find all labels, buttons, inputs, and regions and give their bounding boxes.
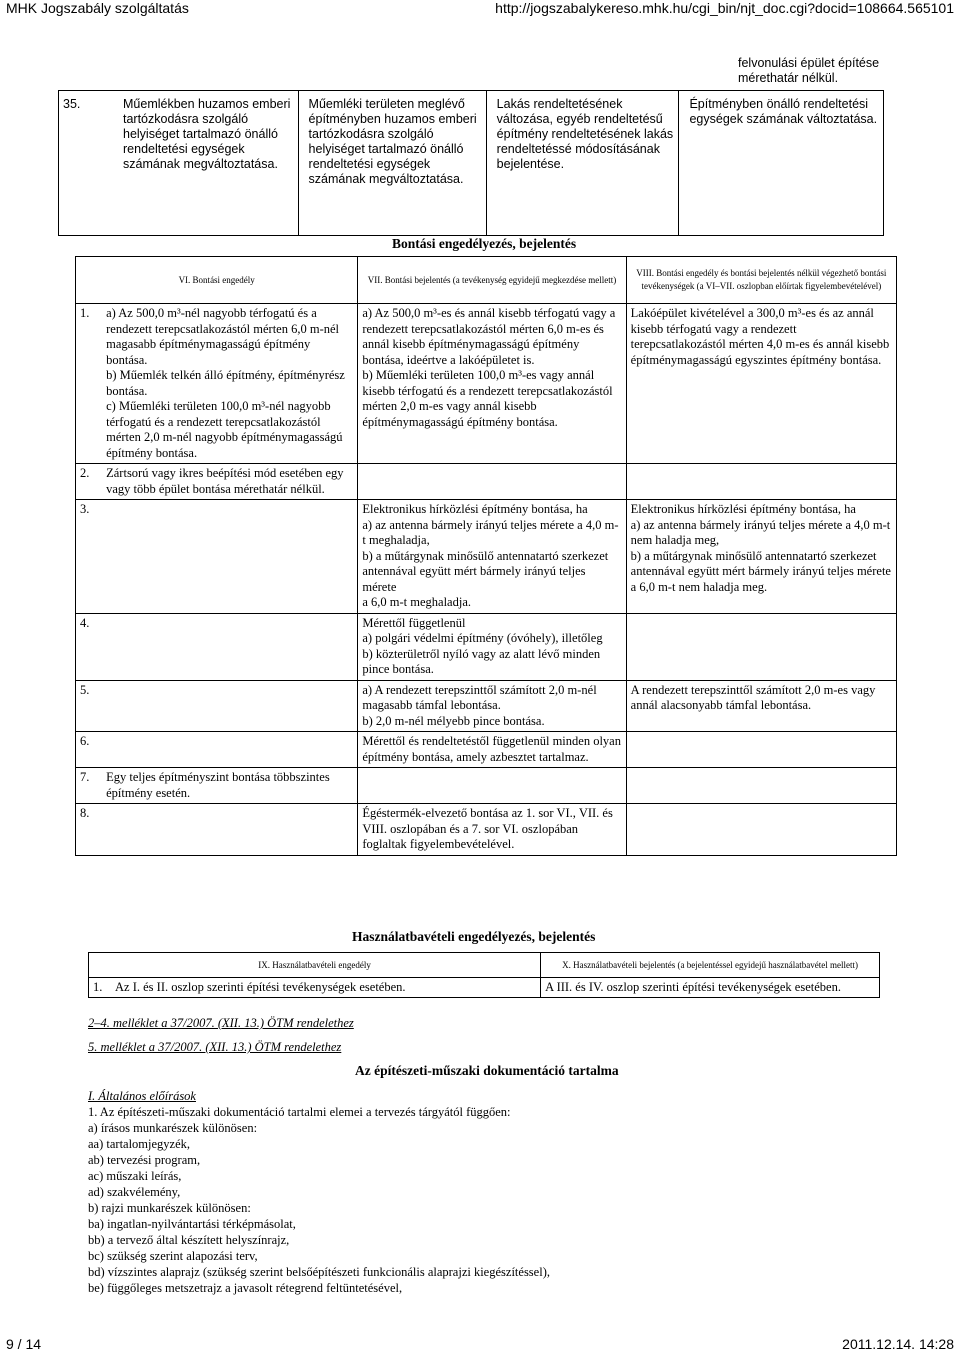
annex-link[interactable]: 2–4. melléklet a 37/2007. (XII. 13.) ÖTM rendelethez (88, 1016, 354, 1030)
table-cell (102, 500, 358, 614)
cell-paragraph: c) Műemléki területen 100,0 m³-nél nagyobb térfogatú és a rendezett terepcsatlakozástól mérten 2,0 m-nél nagyobb építménymagasságú építmény bontása. (106, 399, 343, 460)
row-number: 5. (76, 680, 103, 732)
body-line: bd) vízszintes alaprajz (szükség szerint belsőépítészeti funkcionális alaprajzi kiegészítéssel), (88, 1265, 550, 1279)
table-cell (358, 613, 626, 680)
row-number: 3. (76, 500, 103, 614)
row-number: 2. (76, 464, 103, 500)
table-cell: Építményben önálló rendeltetési egységek számának változtatása. (679, 91, 884, 236)
table-cell: Lakás rendeltetésének változása, egyéb rendeltetésű építmény rendeltetésének lakás rendeltetéssé módosításának bejelentése. (486, 91, 679, 236)
row-number: 1. (89, 978, 112, 998)
table-row (76, 680, 897, 732)
table-cell: Műemléki területen meglévő építményben huzamos emberi tartózkodásra szolgáló helyiséget tartalmazó önálló rendeltetési egységek számának megváltoztatása. (298, 91, 486, 236)
table-row (76, 613, 897, 680)
table-cell (626, 304, 896, 464)
table-row (76, 304, 897, 464)
overflow-text: felvonulási épület építése mérethatár nélkül. (738, 56, 880, 85)
cell-paragraph: b) Műemlék telkén álló építmény, építményrész bontása. (106, 368, 345, 398)
table-cell (358, 732, 626, 768)
cell-paragraph: Égéstermék-elvezető bontása az 1. sor VI., VII. és VIII. oszlopában és a 7. sor VI. oszlopában foglaltak figyelembevételével. (362, 806, 613, 851)
cell-paragraph: a) A rendezett terepszinttől számított 2,0 m-nél magasabb támfal lebontása. (362, 682, 597, 712)
cell-paragraph: a) Az 500,0 m³-es és annál kisebb térfogatú vagy a rendezett terepcsatlakozástól mérten 6,0 m-es és annál kisebb építménymagasságú építmény bontása, ideértve a lakóépületet is. (362, 306, 616, 367)
table-cell (358, 500, 626, 614)
section-title-occupancy: Használatbavételi engedélyezés, bejelentés (352, 929, 596, 944)
table-cell (626, 464, 896, 500)
table-cell (59, 91, 299, 236)
row-number: 4. (76, 613, 103, 680)
print-datetime: 2011.12.14. 14:28 (842, 1336, 954, 1352)
body-line: aa) tartalomjegyzék, (88, 1137, 191, 1151)
table-cell (626, 680, 896, 732)
page-header (0, 0, 960, 20)
section-title-demolition: Bontási engedélyezés, bejelentés (392, 236, 577, 251)
cell-paragraph: Elektronikus hírközlési építmény bontása, ha (362, 502, 588, 516)
table-cell (358, 804, 626, 856)
table-row (76, 464, 897, 500)
cell-paragraph: A rendezett terepszinttől számított 2,0 m-es vagy annál alacsonyabb támfal lebontása. (630, 682, 876, 712)
cell-paragraph: a) az antenna bármely irányú teljes mérete a 4,0 m-t meghaladja, (362, 517, 619, 547)
body-line: be) függőleges metszetrajz a javasolt rétegrend feltüntetésével, (88, 1281, 403, 1295)
column-header: X. Használatbavételi bejelentés (a bejelentéssel egyidejű használatbavétel mellett) (541, 953, 880, 978)
cell-paragraph: a) polgári védelmi építmény (óvóhely), illetőleg (362, 631, 603, 645)
table-cell (626, 732, 896, 768)
table-cell (102, 768, 358, 804)
cell-paragraph: a 6,0 m-t meghaladja. (362, 595, 472, 609)
body-line: bc) szükség szerint alapozási terv, (88, 1249, 258, 1263)
table-cell (102, 680, 358, 732)
table-cell (358, 768, 626, 804)
cell-paragraph: b) 2,0 m-nél mélyebb pince bontása. (362, 713, 545, 728)
document-title: Az építészeti-műszaki dokumentáció tartalma (355, 1063, 619, 1078)
table-row (59, 91, 884, 236)
occupancy-table (88, 952, 880, 998)
demolition-table (75, 256, 897, 856)
column-header: VI. Bontási engedély (76, 257, 358, 304)
row-number: 7. (76, 768, 103, 804)
table-cell (358, 464, 626, 500)
column-header: IX. Használatbavételi engedély (89, 953, 541, 978)
cell-paragraph: Zártsorú vagy ikres beépítési mód esetében egy vagy több épület bontása mérethatár nélkül. (106, 466, 344, 496)
table-cell (358, 304, 626, 464)
body-line: 1. Az építészeti-műszaki dokumentáció tartalmi elemei a tervezés tárgyától függően: (88, 1105, 511, 1119)
cell-paragraph: b) a műtárgynak minősülő antennatartó szerkezet antennával együtt mért bármely irányú teljes mérete (630, 548, 891, 578)
table-cell (626, 768, 896, 804)
body-line: ac) műszaki leírás, (88, 1169, 182, 1183)
page-number: 9 / 14 (6, 1336, 42, 1352)
top-table (58, 90, 884, 236)
row-number: 1. (76, 304, 103, 464)
table-header-row (76, 257, 897, 304)
cell-paragraph: Lakóépület kivételével a 300,0 m³-es és az annál kisebb térfogatú vagy a rendezett terepcsatlakozástól mérten 4,0 m-es és annál kisebb építménymagasságú egyszintes építmény bontása. (630, 306, 890, 367)
table-row (76, 732, 897, 768)
table-cell (102, 304, 358, 464)
table-cell: A III. és IV. oszlop szerinti építési tevékenységek esetében. (541, 978, 880, 998)
body-line: bb) a tervező által készített helyszínrajz, (88, 1233, 290, 1247)
row-number: 35. (63, 97, 81, 111)
cell-paragraph: a) Az 500,0 m³-nél nagyobb térfogatú és a rendezett terepcsatlakozástól mérten 6,0 m-nél magasabb építménymagasságú építmény bontása. (106, 306, 340, 367)
body-line: ba) ingatlan-nyilvántartási térképmásolat, (88, 1217, 296, 1231)
table-header-row (89, 953, 880, 978)
table-cell (626, 804, 896, 856)
cell-text: Műemlékben huzamos emberi tartózkodásra szolgáló helyiséget tartalmazó önálló rendeltetési egységek számának megváltoztatása. (123, 97, 291, 171)
cell-paragraph: Mérettől függetlenül (362, 615, 466, 630)
document-body (88, 1088, 908, 1296)
table-row (76, 768, 897, 804)
table-cell: Az I. és II. oszlop szerinti építési tevékenységek esetében. (111, 978, 541, 998)
table-row (76, 804, 897, 856)
cell-paragraph: b) Műemléki területen 100,0 m³-es vagy annál kisebb térfogatú és a rendezett terepcsatlakozástól mérten 2,0 m-es vagy annál kisebb építménymagasságú építmény bontása. (362, 368, 613, 429)
header-title: MHK Jogszabály szolgáltatás (6, 0, 189, 16)
table-cell (102, 804, 358, 856)
cell-paragraph: a 6,0 m-t nem haladja meg. (630, 579, 768, 594)
table-row (76, 500, 897, 614)
table-cell (102, 464, 358, 500)
body-line: ab) tervezési program, (88, 1153, 201, 1167)
table-row (89, 978, 880, 998)
row-number: 6. (76, 732, 103, 768)
column-header: VIII. Bontási engedély és bontási bejelentés nélkül végezhető bontási tevékenységek (a VI–VII. oszlopban előírtak figyelembevételével) (626, 257, 896, 304)
table-cell (626, 500, 896, 614)
body-line: b) rajzi munkarészek különösen: (88, 1201, 251, 1215)
table-cell (626, 613, 896, 680)
body-line: ad) szakvélemény, (88, 1185, 181, 1199)
table-cell (358, 680, 626, 732)
cell-paragraph: Elektronikus hírközlési építmény bontása, ha (630, 502, 856, 516)
annex-link[interactable]: 5. melléklet a 37/2007. (XII. 13.) ÖTM rendelethez (88, 1040, 342, 1054)
body-line: a) írásos munkarészek különösen: (88, 1121, 258, 1135)
column-header: VII. Bontási bejelentés (a tevékenység egyidejű megkezdése mellett) (358, 257, 626, 304)
table-cell (102, 613, 358, 680)
table-cell (102, 732, 358, 768)
section-heading: I. Általános előírások (88, 1089, 196, 1103)
header-url[interactable]: http://jogszabalykereso.mhk.hu/cgi_bin/njt_doc.cgi?docid=108664.565101 (495, 0, 954, 16)
cell-paragraph: Egy teljes építményszint bontása többszintes építmény esetén. (106, 770, 330, 800)
row-number: 8. (76, 804, 103, 856)
cell-paragraph: Mérettől és rendeltetéstől függetlenül minden olyan építmény bontása, amely azbesztet tartalmaz. (362, 734, 621, 764)
cell-paragraph: b) a műtárgynak minősülő antennatartó szerkezet antennával együtt mért bármely irányú teljes mérete (362, 548, 609, 594)
cell-paragraph: a) az antenna bármely irányú teljes mérete a 4,0 m-t nem haladja meg, (630, 517, 891, 547)
cell-paragraph: b) közterületről nyíló vagy az alatt lévő minden pince bontása. (362, 646, 601, 676)
